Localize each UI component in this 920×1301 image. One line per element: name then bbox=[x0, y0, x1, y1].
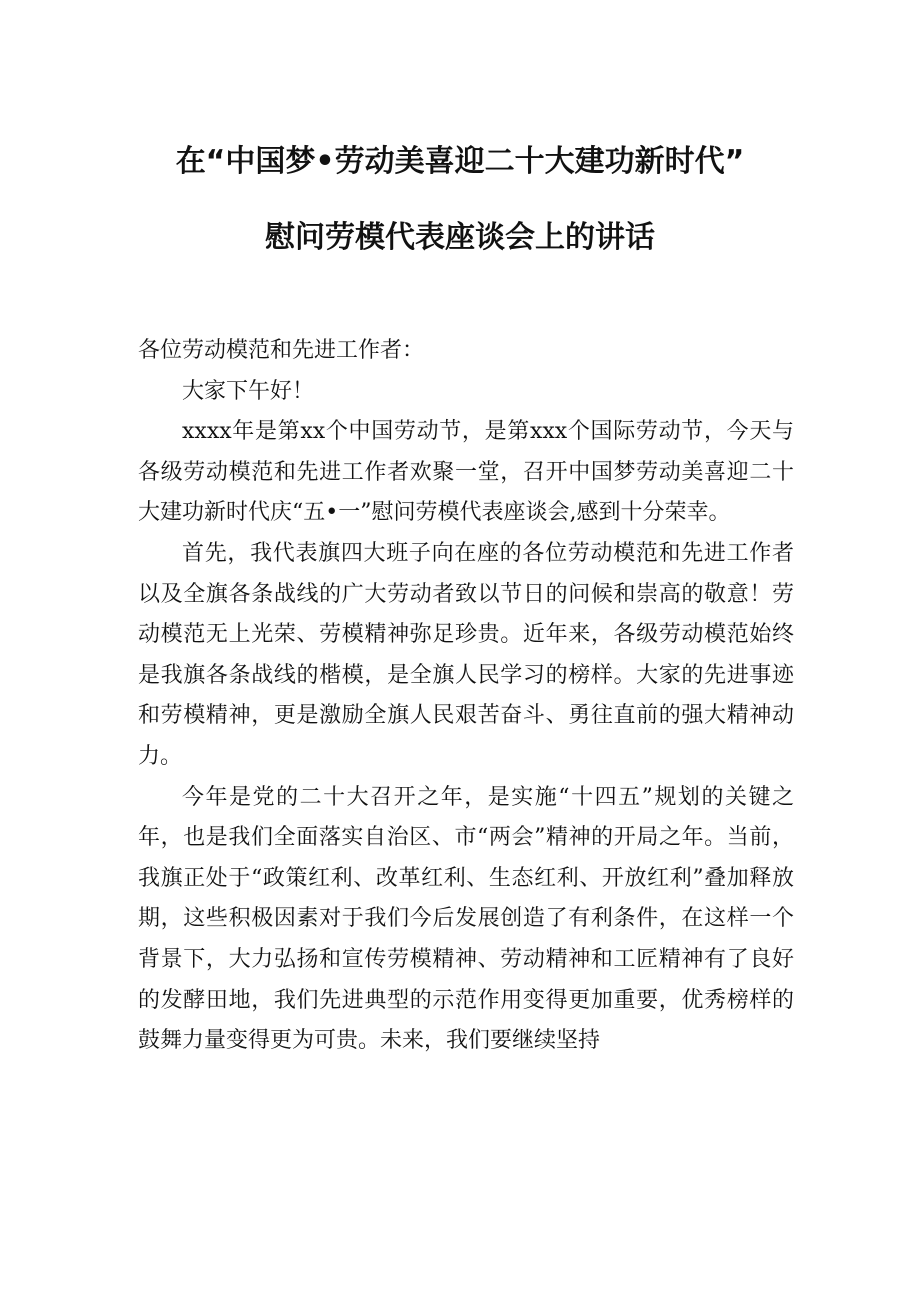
paragraph-2: 首先，我代表旗四大班子向在座的各位劳动模范和先进工作者以及全旗各条战线的广大劳动者致以节日的问候和崇高的敬意！劳动模范无上光荣、劳模精神弥足珍贵。近年来，各级劳动模范始终是我旗各条战线的楷模，是全旗人民学习的榜样。大家的先进事迹和劳模精神，更是激励全旗人民艰苦奋斗、勇往直前的强大精神动力。 bbox=[138, 540, 794, 769]
greeting: 大家下午好！ bbox=[182, 378, 315, 404]
document-title-line-1: 在“中国梦•劳动美喜迎二十大建功新时代” bbox=[175, 144, 745, 179]
paragraph-3: 今年是党的二十大召开之年，是实施“十四五”规划的关键之年，也是我们全面落实自治区、市“两会”精神的开局之年。当前，我旗正处于“政策红利、改革红利、生态红利、开放红利”叠加释放期，这些积极因素对于我们今后发展创造了有利条件，在这样一个背景下，大力弘扬和宣传劳模精神、劳动精神和工匠精神有了良好的发酵田地，我们先进典型的示范作用变得更加重要，优秀榜样的鼓舞力量变得更为可贵。未来，我们要继续坚持 bbox=[138, 784, 794, 1054]
document-body bbox=[138, 331, 794, 1062]
paragraph-1: xxxx年是第xx个中国劳动节，是第xxx个国际劳动节，今天与各级劳动模范和先进工作者欢聚一堂，召开中国梦劳动美喜迎二十大建功新时代庆“五•一”慰问劳模代表座谈会,感到十分荣幸。 bbox=[138, 419, 794, 526]
document-title-line-2: 慰问劳模代表座谈会上的讲话 bbox=[265, 220, 655, 255]
salutation: 各位劳动模范和先进工作者： bbox=[138, 338, 425, 363]
